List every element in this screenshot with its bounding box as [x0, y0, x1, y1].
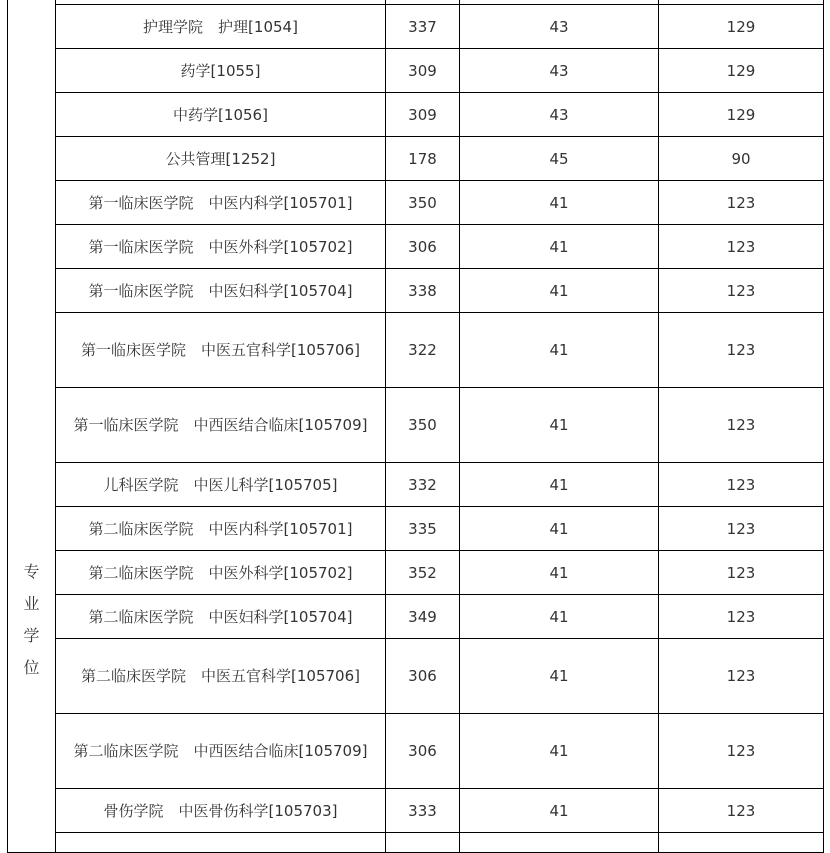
major-cell: 中药学[1056] [56, 93, 386, 137]
single-subject-150-cell: 129 [659, 93, 824, 137]
single-subject-100-cell: 41 [460, 388, 659, 463]
major-cell: 公共管理[1252] [56, 137, 386, 181]
single-subject-150-cell [659, 833, 824, 853]
total-score-cell: 333 [386, 789, 460, 833]
table-row [8, 551, 824, 595]
single-subject-100-cell: 43 [460, 49, 659, 93]
table-row [8, 269, 824, 313]
total-score-cell: 350 [386, 388, 460, 463]
single-subject-150-cell: 123 [659, 714, 824, 789]
single-subject-100-cell: 41 [460, 551, 659, 595]
single-subject-150-cell: 123 [659, 388, 824, 463]
single-subject-100-cell: 41 [460, 181, 659, 225]
total-score-cell: 322 [386, 313, 460, 388]
score-line-table [7, 0, 824, 853]
single-subject-100-cell: 41 [460, 269, 659, 313]
single-subject-100-cell: 45 [460, 137, 659, 181]
single-subject-150-cell: 123 [659, 269, 824, 313]
major-cell: 第一临床医学院 中医五官科学[105706] [56, 313, 386, 388]
total-score-cell: 338 [386, 269, 460, 313]
table-row [8, 225, 824, 269]
total-score-cell: 349 [386, 595, 460, 639]
major-cell: 第一临床医学院 中医外科学[105702] [56, 225, 386, 269]
total-score-cell: 178 [386, 137, 460, 181]
total-score-cell: 306 [386, 639, 460, 714]
total-score-cell: 306 [386, 714, 460, 789]
total-score-cell: 309 [386, 49, 460, 93]
single-subject-150-cell: 123 [659, 789, 824, 833]
single-subject-100-cell: 41 [460, 225, 659, 269]
single-subject-100-cell: 41 [460, 639, 659, 714]
score-table-wrapper [7, 0, 824, 853]
total-score-cell: 332 [386, 463, 460, 507]
single-subject-100-cell: 41 [460, 714, 659, 789]
major-cell: 第一临床医学院 中医妇科学[105704] [56, 269, 386, 313]
major-cell: 药学[1055] [56, 49, 386, 93]
major-cell: 第二临床医学院 中医内科学[105701] [56, 507, 386, 551]
single-subject-100-cell: 41 [460, 789, 659, 833]
table-row [8, 833, 824, 853]
table-row [8, 5, 824, 49]
single-subject-150-cell: 123 [659, 463, 824, 507]
total-score-cell: 350 [386, 181, 460, 225]
single-subject-100-cell: 43 [460, 93, 659, 137]
single-subject-100-cell: 41 [460, 507, 659, 551]
table-row [8, 93, 824, 137]
category-label: 专业学位 [23, 562, 40, 677]
single-subject-150-cell: 123 [659, 551, 824, 595]
table-row [8, 714, 824, 789]
total-score-cell [386, 833, 460, 853]
total-score-cell: 337 [386, 5, 460, 49]
single-subject-150-cell: 123 [659, 313, 824, 388]
table-row [8, 789, 824, 833]
single-subject-150-cell: 129 [659, 5, 824, 49]
total-score-cell: 309 [386, 93, 460, 137]
major-cell: 骨伤学院 中医骨伤科学[105703] [56, 789, 386, 833]
major-cell: 儿科医学院 中医儿科学[105705] [56, 463, 386, 507]
single-subject-100-cell: 41 [460, 313, 659, 388]
major-cell: 第二临床医学院 中医五官科学[105706] [56, 639, 386, 714]
major-cell: 第二临床医学院 中西医结合临床[105709] [56, 714, 386, 789]
single-subject-150-cell: 90 [659, 137, 824, 181]
major-cell: 护理学院 护理[1054] [56, 5, 386, 49]
table-row [8, 137, 824, 181]
single-subject-100-cell: 43 [460, 5, 659, 49]
major-cell [56, 833, 386, 853]
table-row [8, 313, 824, 388]
single-subject-150-cell: 123 [659, 639, 824, 714]
major-cell: 第一临床医学院 中医内科学[105701] [56, 181, 386, 225]
total-score-cell: 335 [386, 507, 460, 551]
category-cell [8, 0, 56, 853]
single-subject-100-cell: 41 [460, 595, 659, 639]
single-subject-100-cell: 41 [460, 463, 659, 507]
single-subject-150-cell: 123 [659, 595, 824, 639]
table-row [8, 181, 824, 225]
table-row [8, 388, 824, 463]
total-score-cell: 352 [386, 551, 460, 595]
single-subject-150-cell: 123 [659, 181, 824, 225]
single-subject-150-cell: 123 [659, 225, 824, 269]
table-row [8, 639, 824, 714]
major-cell: 第二临床医学院 中医妇科学[105704] [56, 595, 386, 639]
table-row [8, 49, 824, 93]
major-cell: 第二临床医学院 中医外科学[105702] [56, 551, 386, 595]
total-score-cell: 306 [386, 225, 460, 269]
single-subject-100-cell [460, 833, 659, 853]
major-cell: 第一临床医学院 中西医结合临床[105709] [56, 388, 386, 463]
single-subject-150-cell: 129 [659, 49, 824, 93]
table-row [8, 507, 824, 551]
table-row [8, 463, 824, 507]
table-row [8, 595, 824, 639]
single-subject-150-cell: 123 [659, 507, 824, 551]
